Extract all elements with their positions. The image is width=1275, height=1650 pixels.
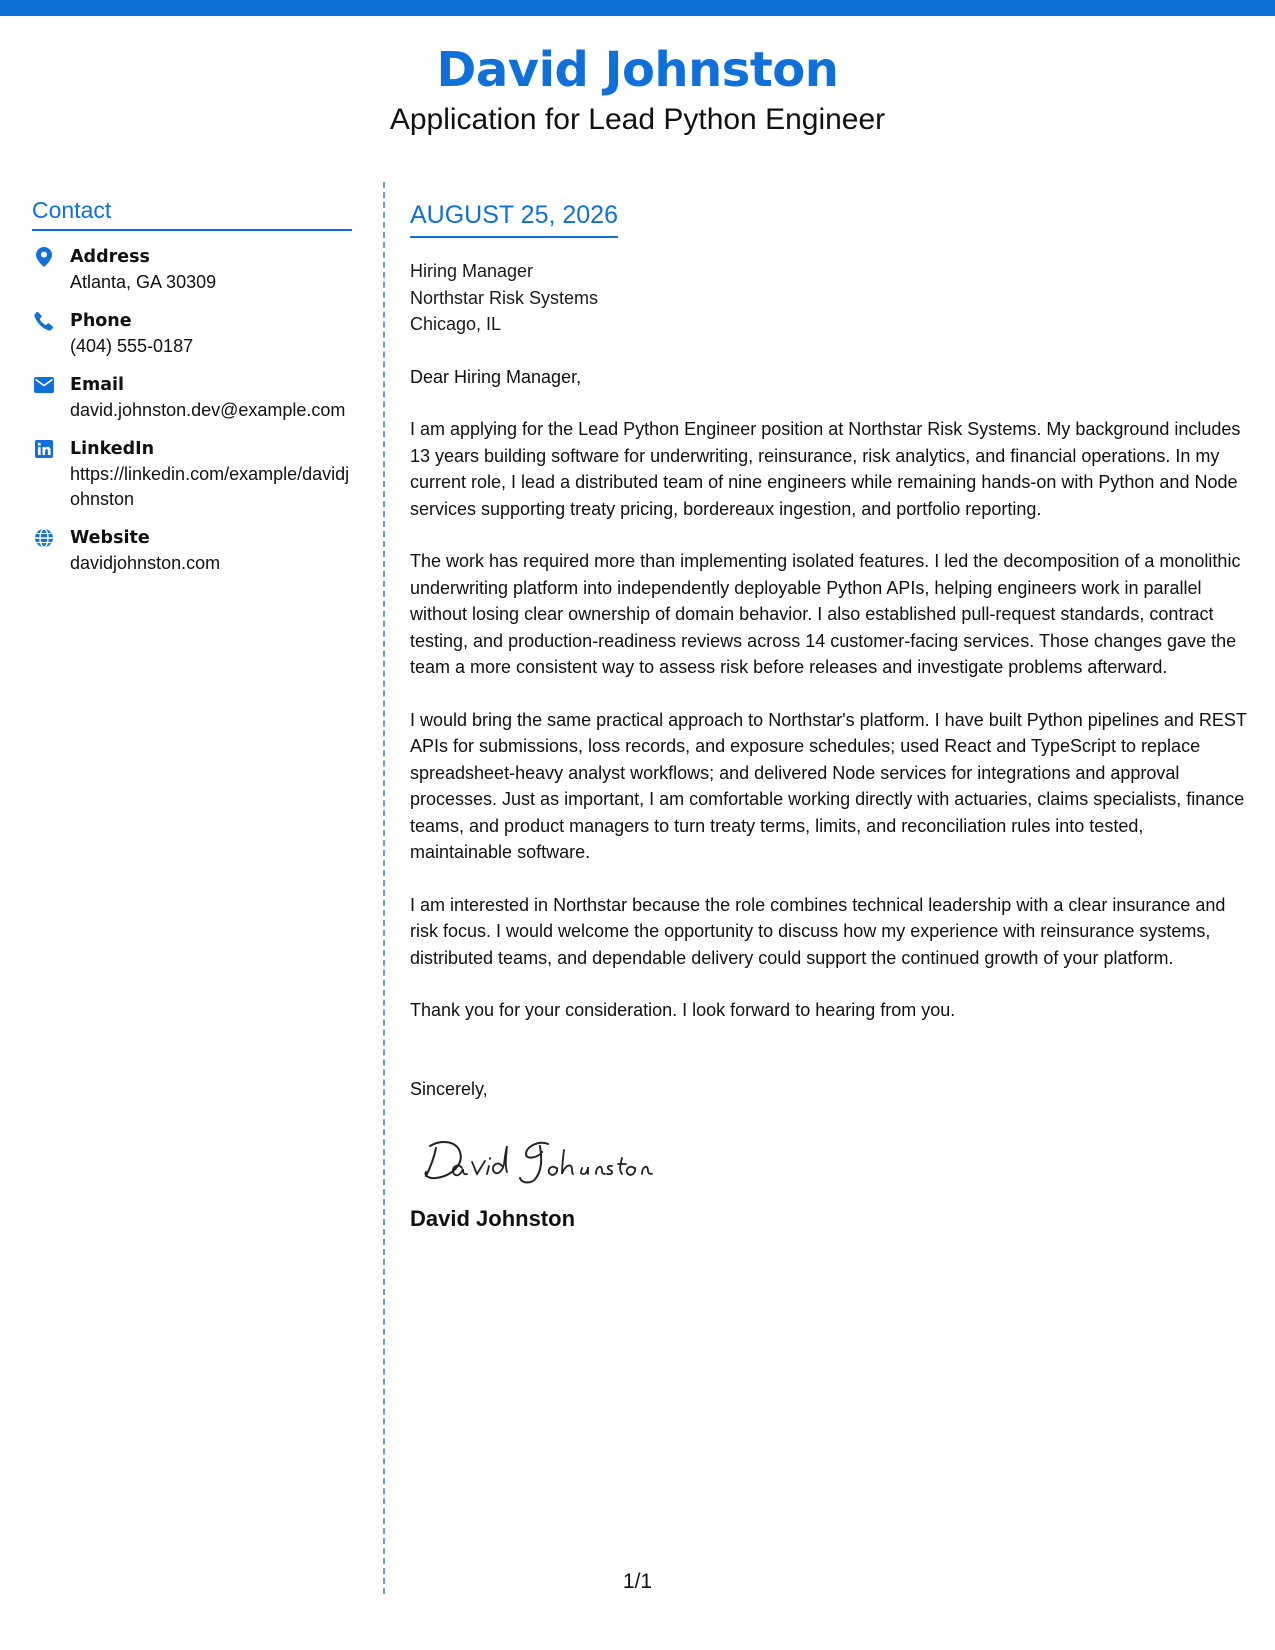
contact-label: LinkedIn bbox=[70, 439, 155, 459]
contact-label: Email bbox=[70, 375, 124, 395]
contact-label: Address bbox=[70, 247, 150, 267]
contact-label: Phone bbox=[70, 311, 132, 331]
letter-paragraph: Thank you for your consideration. I look forward to hearing from you. bbox=[410, 1000, 956, 1020]
header bbox=[0, 40, 1275, 140]
letter-body bbox=[410, 198, 1250, 1234]
contact-item-linkedin bbox=[32, 437, 352, 512]
page-number: 1/1 bbox=[622, 1570, 653, 1593]
recipient-block bbox=[410, 258, 1250, 338]
contact-item-website bbox=[32, 526, 352, 576]
column-divider bbox=[383, 182, 385, 1594]
contact-item-address bbox=[32, 245, 352, 295]
letter-date: AUGUST 25, 2026 bbox=[410, 198, 618, 238]
globe-icon bbox=[34, 528, 54, 548]
contact-value[interactable]: https://linkedin.com/example/davidjohnston bbox=[70, 464, 350, 509]
top-accent-bar bbox=[0, 0, 1275, 16]
application-title: Application for Lead Python Engineer bbox=[389, 103, 886, 136]
letter-paragraph: The work has required more than implementing isolated features. I led the decomposition of a monolithic underwriting platform into independently deployable Python APIs, helping engineers work in parallel without losing clear ownership of domain behavior. I also established pull-request standards, contract testing, and production-readiness reviews across 14 customer-facing services. Those changes gave the team a more consistent way to assess risk before releases and investigate problems afterward. bbox=[410, 551, 1241, 677]
envelope-icon bbox=[34, 375, 54, 395]
location-pin-icon bbox=[34, 247, 54, 267]
letter-paragraph: I am applying for the Lead Python Engineer position at Northstar Risk Systems. My background includes 13 years building software for underwriting, reinsurance, risk analytics, and financial operations. In my current role, I lead a distributed team of nine engineers while remaining hands-on with Python and Node services supporting treaty pricing, bordereaux ingestion, and portfolio reporting. bbox=[410, 419, 1241, 519]
contact-value: Atlanta, GA 30309 bbox=[70, 272, 217, 292]
recipient-line: Chicago, IL bbox=[410, 314, 502, 334]
linkedin-icon bbox=[34, 439, 54, 459]
phone-icon bbox=[34, 311, 54, 331]
contact-value: (404) 555-0187 bbox=[70, 336, 194, 356]
contact-item-email bbox=[32, 373, 352, 423]
contact-item-phone bbox=[32, 309, 352, 359]
closing: Sincerely, bbox=[410, 1078, 488, 1099]
contact-section-title: Contact bbox=[32, 195, 352, 231]
recipient-line: Hiring Manager bbox=[410, 261, 534, 281]
contact-sidebar bbox=[32, 195, 352, 590]
applicant-name: David Johnston bbox=[436, 42, 839, 98]
contact-value[interactable]: davidjohnston.com bbox=[70, 553, 221, 573]
letter-paragraph: I am interested in Northstar because the role combines technical leadership with a clear insurance and risk focus. I would welcome the opportunity to discuss how my experience with reinsurance systems, distributed teams, and dependable delivery could support the continued growth of your platform. bbox=[410, 894, 1226, 968]
recipient-line: Northstar Risk Systems bbox=[410, 287, 599, 308]
salutation: Dear Hiring Manager, bbox=[410, 366, 582, 387]
handwritten-signature bbox=[416, 1128, 1250, 1192]
signer-name: David Johnston bbox=[410, 1206, 576, 1231]
contact-list bbox=[32, 245, 352, 576]
contact-label: Website bbox=[70, 528, 150, 548]
letter-paragraph: I would bring the same practical approach to Northstar's platform. I have built Python pipelines and REST APIs for submissions, loss records, and exposure schedules; used React and TypeScript to replace spreadsheet-heavy analyst workflows; and delivered Node services for integrations and approval processes. Just as important, I am comfortable working directly with actuaries, claims specialists, finance teams, and product managers to turn treaty terms, limits, and reconciliation rules into tested, maintainable software. bbox=[410, 709, 1247, 862]
contact-value[interactable]: david.johnston.dev@example.com bbox=[70, 400, 346, 420]
